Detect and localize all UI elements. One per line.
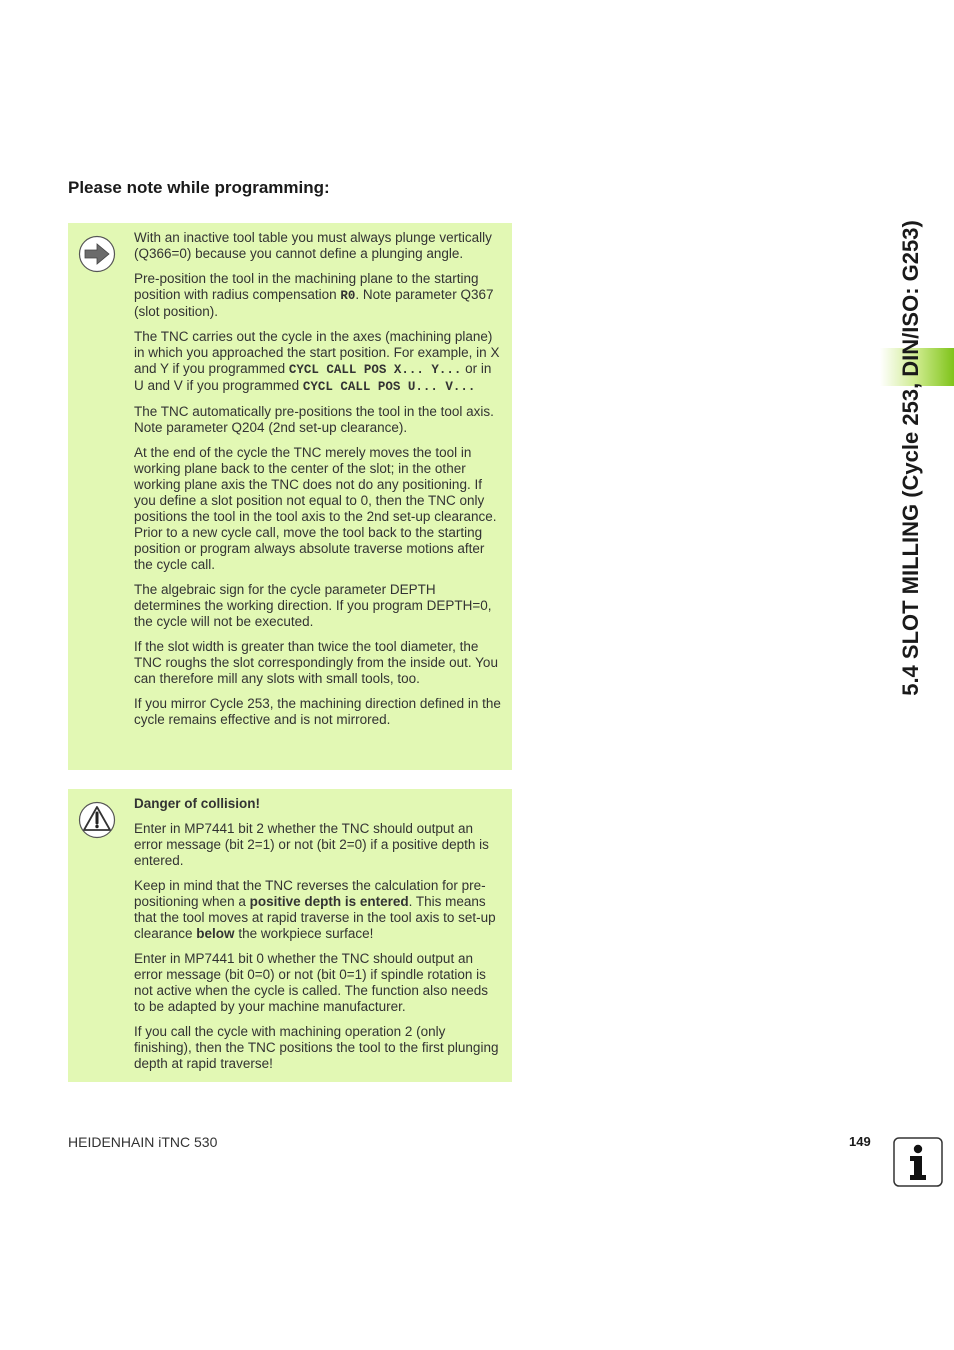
warning-paragraph-3: Enter in MP7441 bit 0 whether the TNC should output an error message (bit 0=0) or not (bit 0=1) if spindle rotation is not active when the cycle is called. The function also needs to be adapted by your machine manufacturer.: [134, 951, 488, 1014]
code-cycl-call-uv: CYCL CALL POS U... V...: [302, 380, 476, 394]
emphasis-below: below: [196, 926, 235, 941]
text-span: or in U and V if you programmed: [134, 361, 492, 393]
warning-paragraph-4: If you call the cycle with machining operation 2 (only finishing), then the TNC positions the tool to the first plunging depth at rapid traverse!: [134, 1024, 499, 1071]
note-paragraph-1: With an inactive tool table you must always plunge vertically (Q366=0) because you cannot define a plunging angle.: [134, 230, 492, 261]
info-icon: [893, 1137, 943, 1187]
text-span: Pre-position the tool in the machining plane to the starting position with radius compensation: [134, 271, 479, 302]
emphasis-positive-depth: positive depth is entered: [249, 894, 409, 909]
text-span: . Note parameter Q367 (slot position).: [134, 287, 494, 319]
note-paragraph-2: [134, 271, 502, 320]
warning-title: Danger of collision!: [134, 796, 261, 811]
chapter-title-vertical: 5.4 SLOT MILLING (Cycle 253, DIN/ISO: G253): [898, 220, 923, 696]
warning-triangle-icon: [78, 801, 116, 839]
note-paragraph-8: If you mirror Cycle 253, the machining direction defined in the cycle remains effective and is not mirrored.: [134, 696, 501, 727]
text-span: The TNC carries out the cycle in the axes (machining plane) in which you approached the start position. For example, in X and Y if you programmed: [134, 329, 500, 376]
code-r0: R0: [340, 289, 356, 303]
section-heading: Please note while programming:: [68, 178, 330, 197]
note-paragraph-7: If the slot width is greater than twice the tool diameter, the TNC roughs the slot correspondingly from the inside out. You can therefore mill any slots with small tools, too.: [134, 639, 498, 686]
text-span: the workpiece surface!: [234, 926, 374, 941]
page-number: 149: [849, 1134, 871, 1149]
note-paragraph-6: The algebraic sign for the cycle parameter DEPTH determines the working direction. If you program DEPTH=0, the cycle will not be executed.: [134, 582, 492, 629]
arrow-right-icon: [78, 235, 116, 273]
warning-paragraph-1: Enter in MP7441 bit 2 whether the TNC should output an error message (bit 2=1) or not (bit 2=0) if a positive depth is entered.: [134, 821, 489, 868]
warning-box: [68, 789, 512, 1082]
text-span: Keep in mind that the TNC reverses the calculation for pre-positioning when a: [134, 878, 486, 909]
note-paragraph-5: At the end of the cycle the TNC merely moves the tool in working plane back to the center of the slot; in the other working plane axis the TNC does not do any positioning. If you define a slot position not equal to 0, then the TNC only positions the tool in the tool axis to the 2nd set-up clearance. Prior to a new cycle call, move the tool back to the starting position or program always absolute traverse motions after the cycle call.: [134, 445, 497, 572]
note-box: [68, 223, 512, 770]
footer-product-name: HEIDENHAIN iTNC 530: [68, 1134, 218, 1150]
note-paragraph-3: [134, 329, 502, 395]
text-span: . This means that the tool moves at rapid traverse in the tool axis to set-up clearance: [134, 894, 496, 941]
warning-paragraph-2: [134, 878, 502, 942]
code-cycl-call-xy: CYCL CALL POS X... Y...: [288, 363, 462, 377]
note-paragraph-4: The TNC automatically pre-positions the tool in the tool axis. Note parameter Q204 (2nd set-up clearance).: [134, 404, 494, 435]
